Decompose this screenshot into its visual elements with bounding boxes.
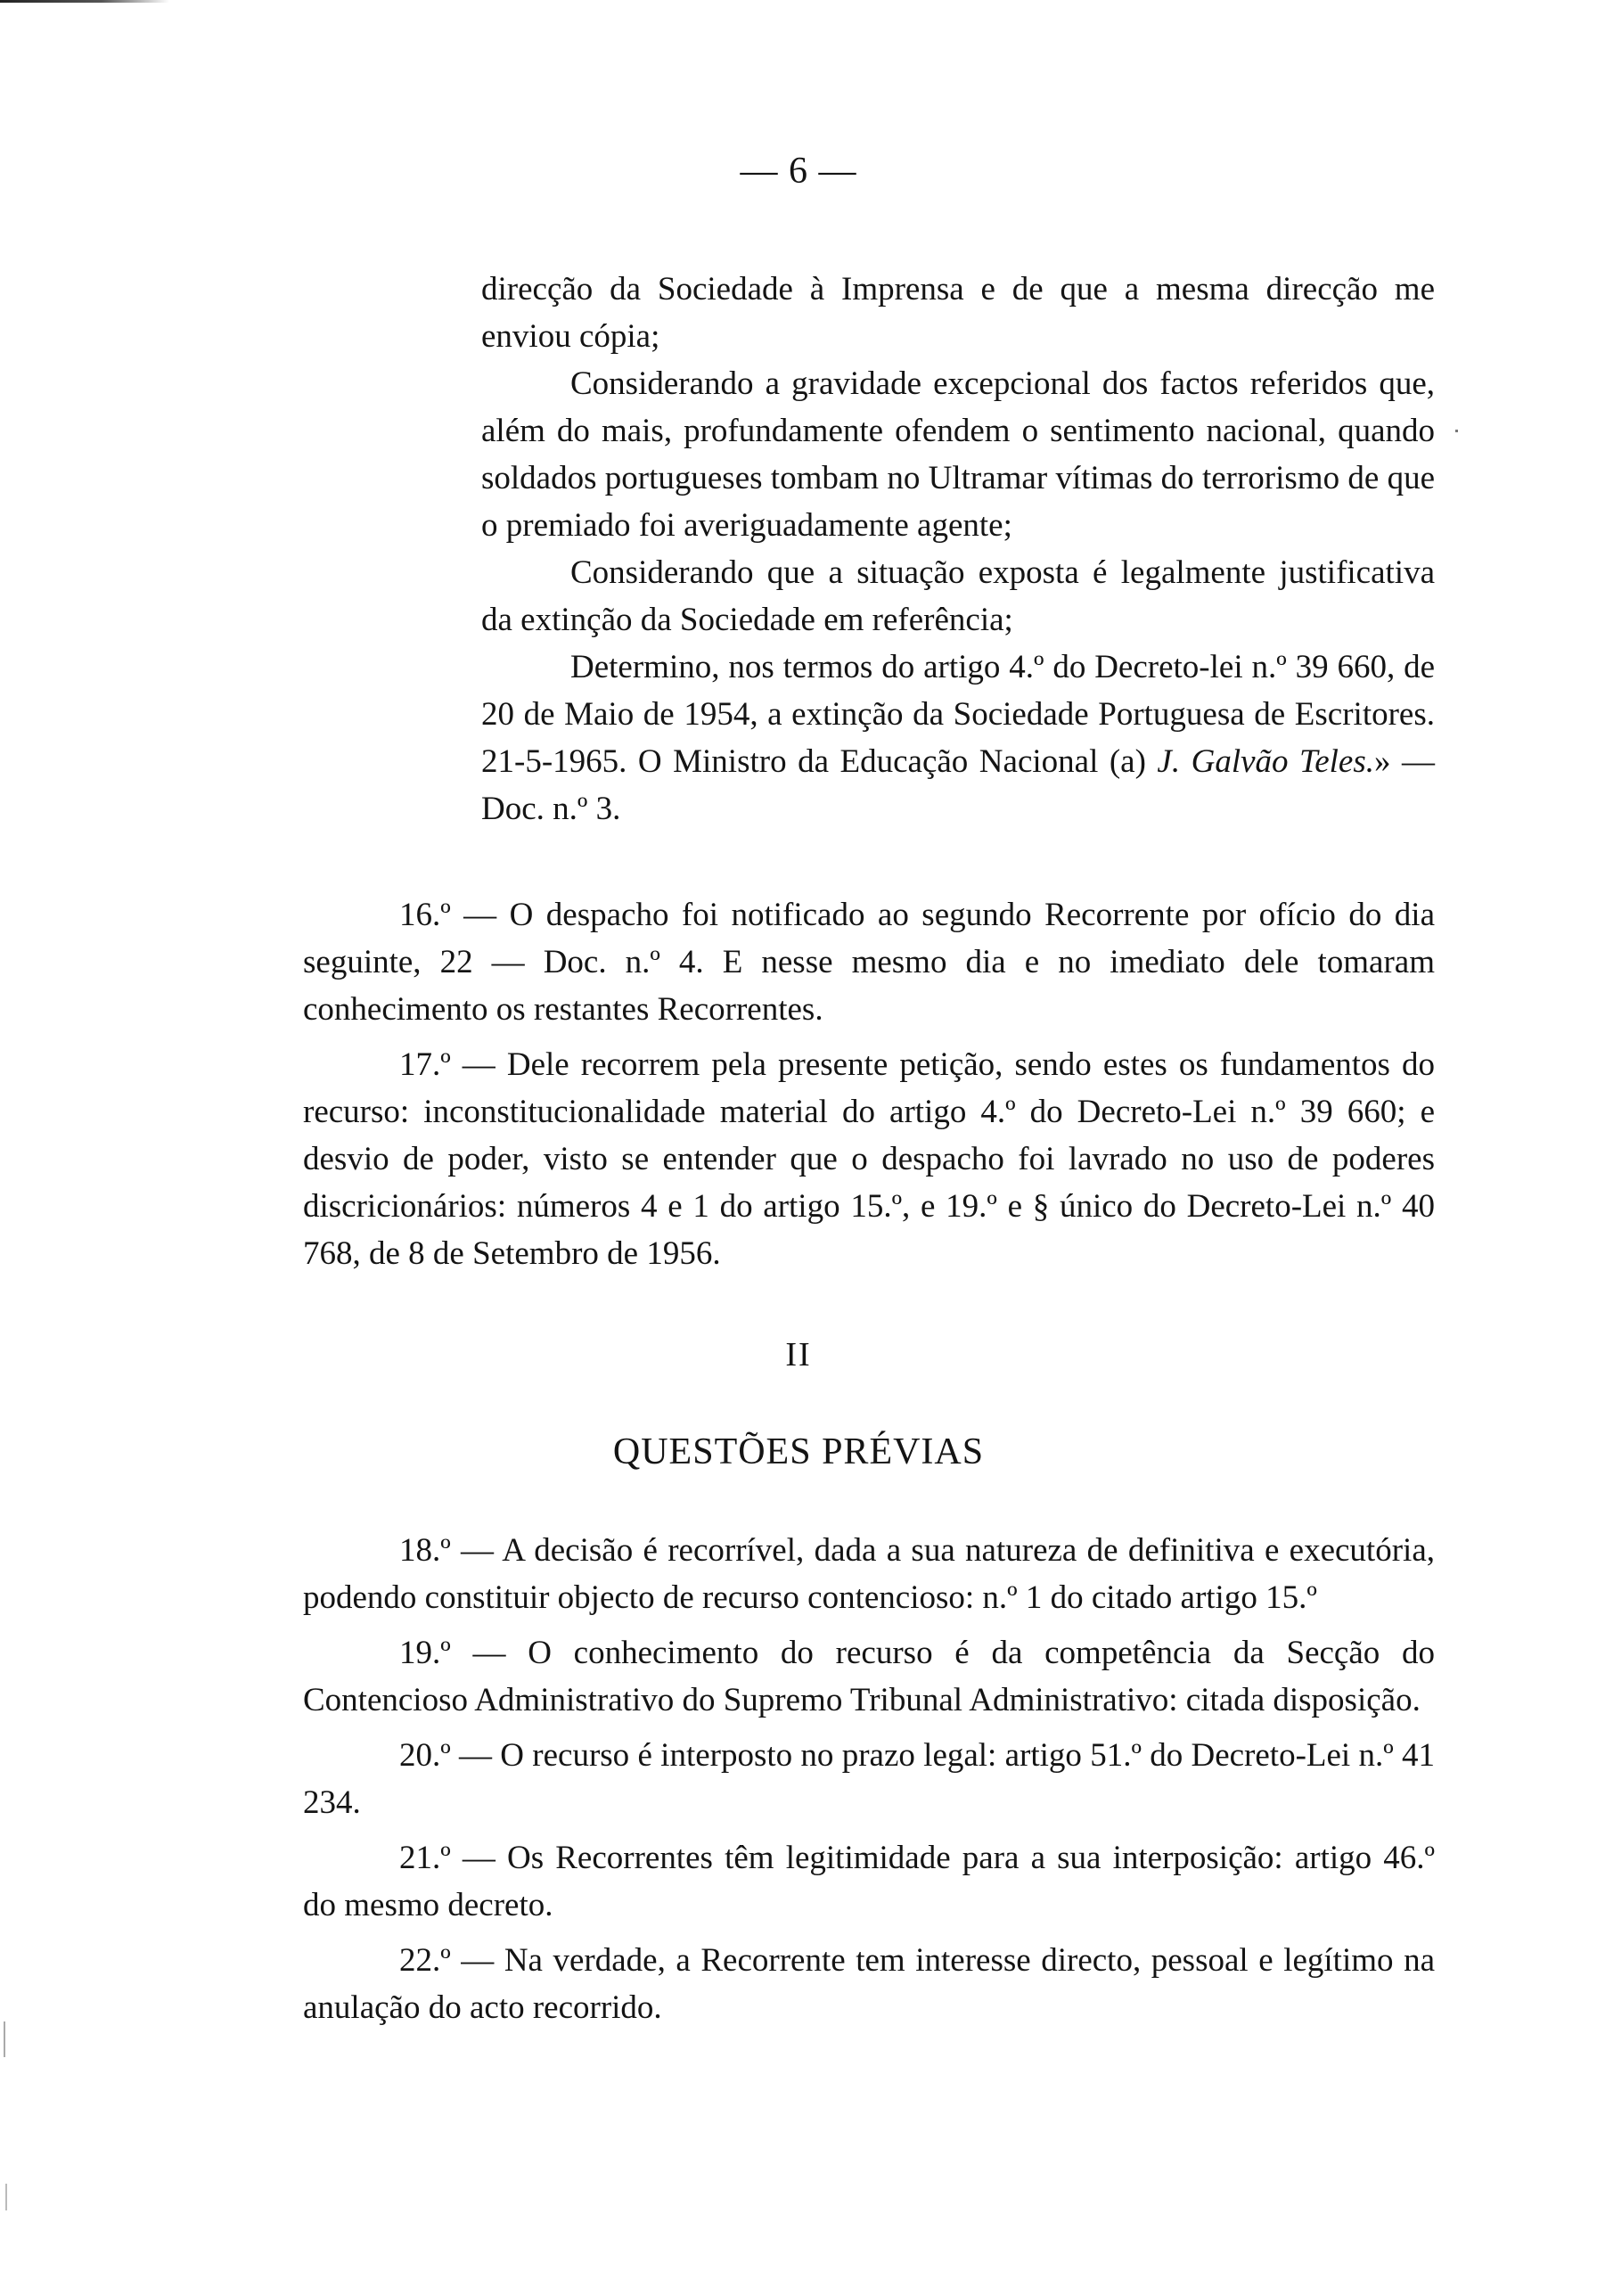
- quoted-dispatch-block: [481, 266, 1435, 832]
- scan-speck: [1455, 430, 1458, 432]
- article-19: 19.º — O conhecimento do recurso é da competência da Secção do Contencioso Administrativo do Supremo Tribunal Administrativo: citada disposição.: [303, 1635, 1435, 1718]
- page-number: — 6 —: [740, 151, 857, 192]
- doc-reference: » — Doc. n.º 3.: [481, 743, 1435, 827]
- scan-speck: [5, 2184, 7, 2210]
- article-16: 16.º — O despacho foi notificado ao segundo Recorrente por ofício do dia seguinte, 22 — Doc. n.º 4. E nesse mesmo dia e no imediato dele tomaram conhecimento os restantes Recorrentes.: [303, 897, 1435, 1028]
- paragraph-considerando-2: Considerando que a situação exposta é legalmente justificativa da extinção da Sociedade em referência;: [481, 554, 1435, 638]
- article-20: 20.º — O recurso é interposto no prazo legal: artigo 51.º do Decreto-Lei n.º 41 234.: [303, 1737, 1435, 1821]
- article-21: 21.º — Os Recorrentes têm legitimidade para a sua interposição: artigo 46.º do mesmo decreto.: [303, 1840, 1435, 1923]
- articles-16-17-block: [303, 891, 1435, 1277]
- determino-text: Determino, nos termos do artigo 4.º do Decreto-lei n.º 39 660, de 20 de Maio de 1954, a extinção da Sociedade Portuguesa de Escritores. 21-5-1965. O Ministro da Educação Nacional (a): [481, 649, 1435, 780]
- article-22: 22.º — Na verdade, a Recorrente tem interesse directo, pessoal e legítimo na anulação do acto recorrido.: [303, 1942, 1435, 2026]
- scan-edge-mark: [0, 0, 169, 3]
- section-title: QUESTÕES PRÉVIAS: [612, 1431, 985, 1472]
- paragraph-determino: [481, 644, 1435, 832]
- signature-name: J. Galvão Teles.: [1157, 743, 1374, 780]
- questoes-previas-block: [303, 1527, 1435, 2031]
- paragraph-considerando-1: Considerando a gravidade excepcional dos factos referidos que, além do mais, profundamente ofendem o sentimento nacional, quando soldados portugueses tombam no Ultramar vítimas do terrorismo de que o premiado foi averiguadamente agente;: [481, 365, 1435, 544]
- article-17: 17.º — Dele recorrem pela presente petição, sendo estes os fundamentos do recurso: inconstitucionalidade material do artigo 4.º do Decreto-Lei n.º 39 660; e desvio de poder, visto se entender que o despacho foi lavrado no uso de poderes discricionários: números 4 e 1 do artigo 15.º, e 19.º e § único do Decreto-Lei n.º 40 768, de 8 de Setembro de 1956.: [303, 1046, 1435, 1272]
- paragraph-continuation: direcção da Sociedade à Imprensa e de que a mesma direcção me enviou cópia;: [481, 271, 1435, 355]
- section-number: II: [785, 1336, 812, 1374]
- scan-speck: [4, 2021, 5, 2057]
- article-18: 18.º — A decisão é recorrível, dada a sua natureza de definitiva e executória, podendo constituir objecto de recurso contencioso: n.º 1 do citado artigo 15.º: [303, 1532, 1435, 1616]
